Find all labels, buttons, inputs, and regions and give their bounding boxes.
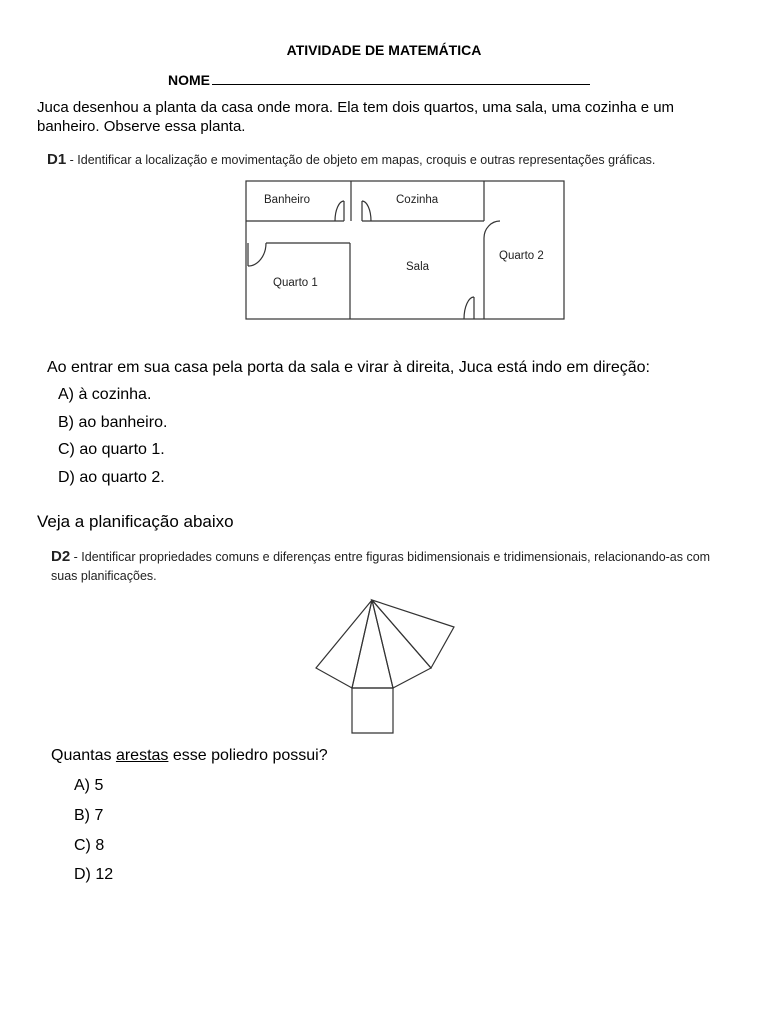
- intro-paragraph: Juca desenhou a planta da casa onde mora. Ela tem dois quartos, uma sala, uma cozinha e um banheiro. Observe essa planta.: [37, 99, 675, 135]
- room-label-banheiro: Banheiro: [264, 194, 311, 206]
- question1-option-c: C) ao quarto 1.: [58, 441, 165, 458]
- pyramid-net: [316, 600, 454, 733]
- question2-option-d: D) 12: [74, 866, 114, 883]
- descriptor-d1-separator: -: [66, 153, 78, 167]
- room-label-quarto2: Quarto 2: [499, 250, 544, 262]
- room-label-sala: Sala: [406, 261, 430, 273]
- descriptor-d1-code: D1: [47, 151, 67, 168]
- question2-text-before: Quantas: [51, 747, 116, 764]
- question2-text-after: esse poliedro possui?: [168, 747, 328, 764]
- question2-option-a: A) 5: [74, 777, 104, 794]
- descriptor-d1-text: Identificar a localização e movimentação de objeto em mapas, croquis e outras representações gráficas.: [77, 153, 656, 167]
- question1-option-b: B) ao banheiro.: [58, 414, 168, 431]
- question1-option-a: A) à cozinha.: [58, 386, 152, 403]
- question2-option-c: C) 8: [74, 837, 105, 854]
- pyramid-face-center: [352, 600, 393, 688]
- descriptor-d2-separator: -: [70, 550, 82, 564]
- room-label-quarto1: Quarto 1: [273, 277, 318, 289]
- name-label: NOME: [168, 72, 210, 88]
- question2-text: [51, 747, 328, 765]
- question1-text: Ao entrar em sua casa pela porta da sala e virar à direita, Juca está indo em direção:: [47, 359, 650, 376]
- descriptor-d2: [51, 547, 731, 586]
- pyramid-face-left: [316, 600, 372, 688]
- question2-underlined-word: arestas: [115, 747, 169, 764]
- descriptor-d2-code: D2: [51, 548, 71, 565]
- net-intro-text: Veja a planificação abaixo: [37, 512, 234, 531]
- page-title: ATIVIDADE DE MATEMÁTICA: [286, 42, 482, 58]
- descriptor-d2-text: Identificar propriedades comuns e diferenças entre figuras bidimensionais e tridimensionais, relacionando-as com suas planificações.: [51, 550, 711, 583]
- question2-option-b: B) 7: [74, 807, 104, 824]
- room-label-cozinha: Cozinha: [396, 194, 439, 206]
- question1-option-d: D) ao quarto 2.: [58, 469, 165, 486]
- pyramid-face-mid-right: [372, 600, 431, 688]
- pyramid-base-square: [352, 688, 393, 733]
- pyramid-face-right: [372, 600, 454, 668]
